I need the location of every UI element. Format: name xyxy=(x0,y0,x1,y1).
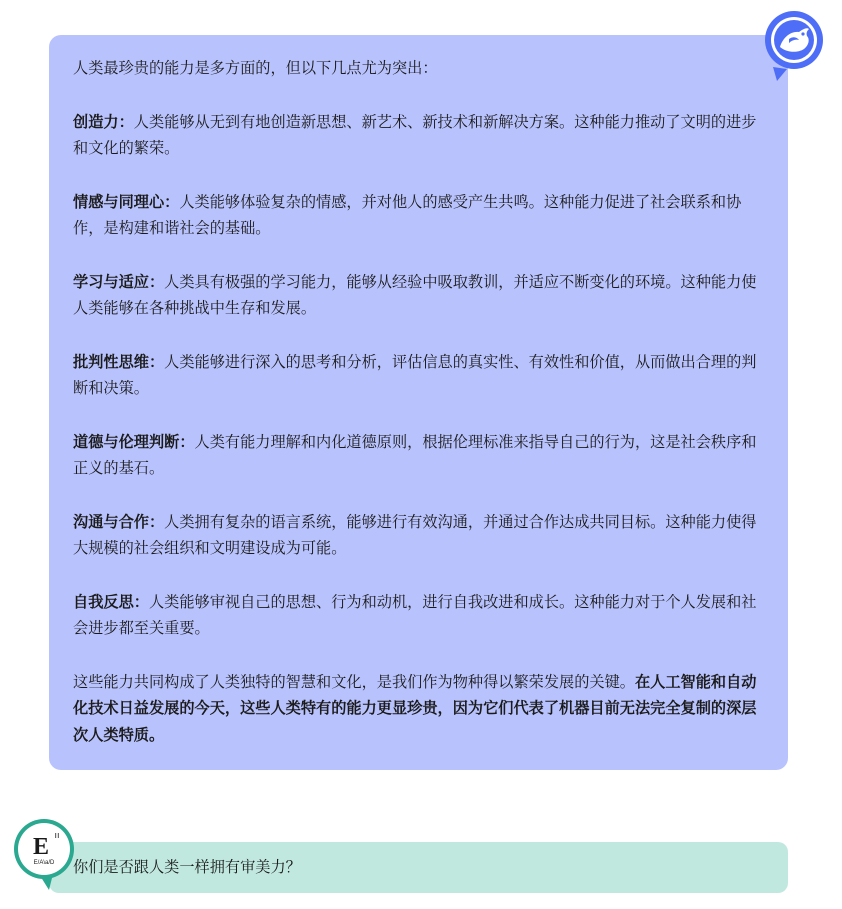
user-message-bubble xyxy=(49,842,788,893)
conclusion-plain: 这些能力共同构成了人类独特的智慧和文化，是我们作为物种得以繁荣发展的关键。 xyxy=(73,672,635,691)
item-text: 人类能够体验复杂的情感，并对他人的感受产生共鸣。这种能力促进了社会联系和协作，是构建和谐社会的基础。 xyxy=(73,192,742,237)
item-text: 人类有能力理解和内化道德原则，根据伦理标准来指导自己的行为，这是社会秩序和正义的基石。 xyxy=(73,432,757,477)
list-item xyxy=(73,109,764,162)
item-title: 情感与同理心： xyxy=(73,192,180,211)
conclusion-bold: 在人工智能和自动化技术日益发展的今天，这些人类特有的能力更显珍贵，因为它们代表了机器目前无法完全复制的深层次人类特质。 xyxy=(73,672,757,744)
item-title: 创造力： xyxy=(73,112,134,131)
item-title: 批判性思维： xyxy=(73,352,165,371)
user-message-text: 你们是否跟人类一样拥有审美力？ xyxy=(73,858,301,876)
user-avatar-mark: ıı xyxy=(54,830,60,840)
item-title: 沟通与合作： xyxy=(73,512,165,531)
user-avatar xyxy=(13,818,75,890)
assistant-bird-icon xyxy=(763,9,825,81)
list-item xyxy=(73,189,764,242)
item-text: 人类拥有复杂的语言系统，能够进行有效沟通，并通过合作达成共同目标。这种能力使得大规模的社会组织和文明建设成为可能。 xyxy=(73,512,757,557)
assistant-message-bubble xyxy=(49,35,788,770)
assistant-intro: 人类最珍贵的能力是多方面的，但以下几点尤为突出： xyxy=(73,59,438,77)
assistant-avatar xyxy=(763,9,825,81)
list-item xyxy=(73,429,764,482)
item-title: 学习与适应： xyxy=(73,272,165,291)
list-item xyxy=(73,349,764,402)
item-text: 人类能够进行深入的思考和分析，评估信息的真实性、有效性和价值，从而做出合理的判断和决策。 xyxy=(73,352,757,397)
list-item xyxy=(73,269,764,322)
user-avatar-caption: E/A\a/D xyxy=(33,860,55,866)
item-title: 自我反思： xyxy=(73,592,149,611)
user-logo-icon xyxy=(13,818,75,890)
user-avatar-letter: E xyxy=(32,834,50,860)
item-text: 人类具有极强的学习能力，能够从经验中吸取教训，并适应不断变化的环境。这种能力使人类能够在各种挑战中生存和发展。 xyxy=(73,272,757,317)
item-text: 人类能够审视自己的思想、行为和动机，进行自我改进和成长。这种能力对于个人发展和社会进步都至关重要。 xyxy=(73,592,757,637)
item-text: 人类能够从无到有地创造新思想、新艺术、新技术和新解决方案。这种能力推动了文明的进步和文化的繁荣。 xyxy=(73,112,757,157)
assistant-conclusion xyxy=(73,669,764,749)
list-item xyxy=(73,589,764,642)
item-title: 道德与伦理判断： xyxy=(73,432,195,451)
list-item xyxy=(73,509,764,562)
